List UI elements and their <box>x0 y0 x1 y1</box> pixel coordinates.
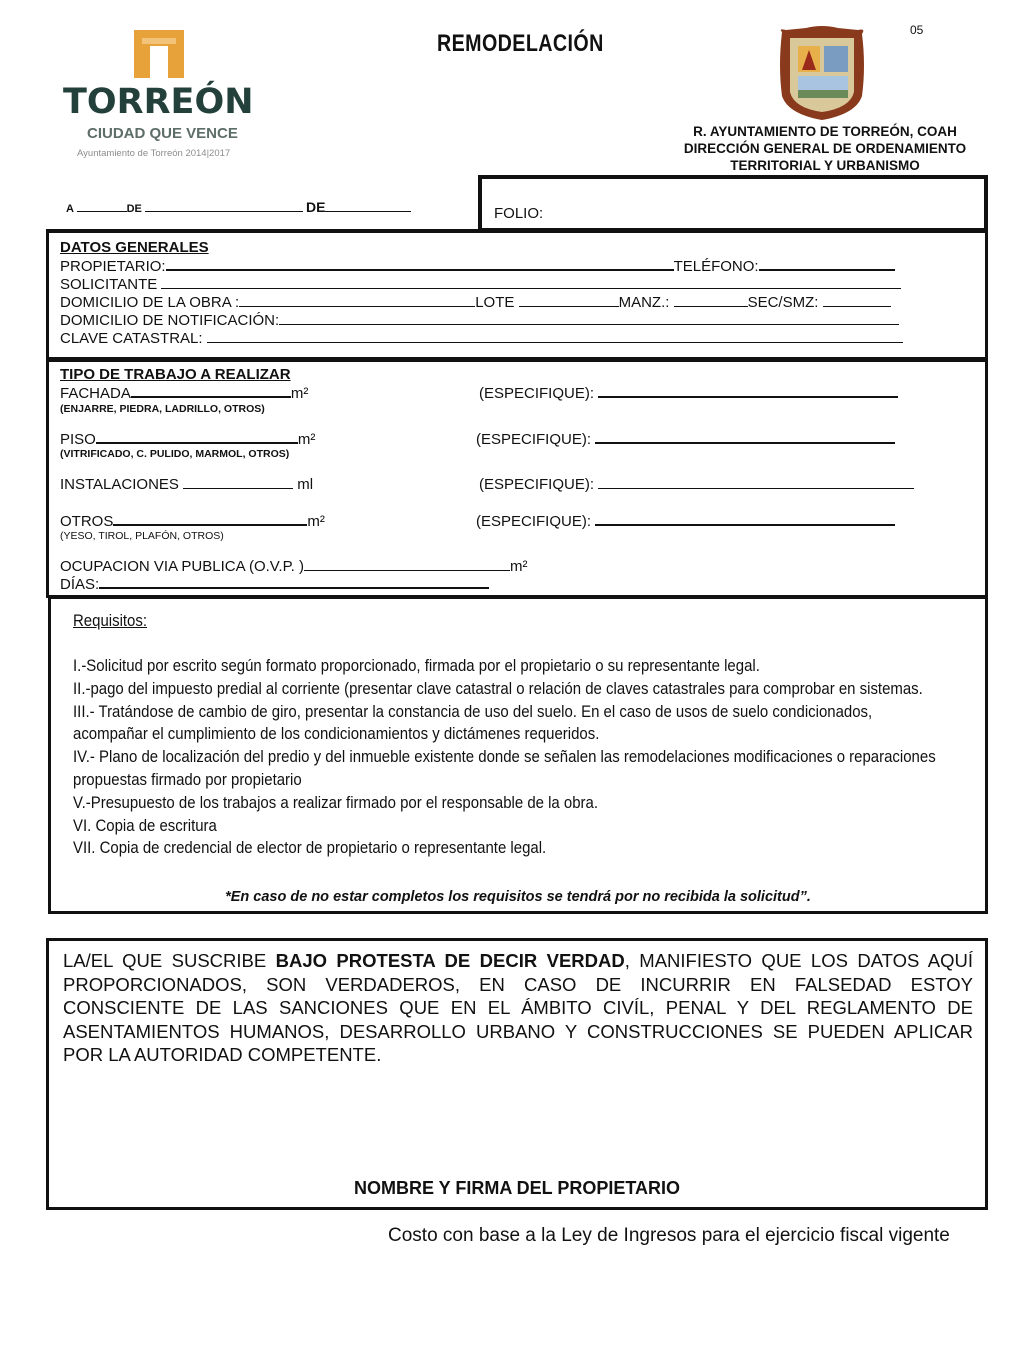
dias-label: DÍAS: <box>60 576 100 593</box>
piso-note: (VITRIFICADO, C. PULIDO, MARMOL, OTROS) <box>60 448 290 460</box>
ovp-unit: m² <box>509 558 528 575</box>
requisito-line: VI. Copia de escritura <box>73 815 217 835</box>
otros-row <box>60 512 325 531</box>
telefono-label: TELÉFONO: <box>673 258 759 275</box>
telefono-field[interactable] <box>759 257 895 271</box>
tipo-trabajo-heading: TIPO DE TRABAJO A REALIZAR <box>60 366 291 383</box>
requisito-line: I.-Solicitud por escrito según formato proporcionado, firmada por el propietario o su representante legal. <box>73 656 760 675</box>
logo-word: TORREÓN <box>63 82 254 122</box>
propietario-field[interactable] <box>166 257 674 271</box>
propietario-row <box>60 257 895 276</box>
signature-label: NOMBRE Y FIRMA DEL PROPIETARIO <box>353 1178 681 1198</box>
fachada-note: (ENJARRE, PIEDRA, LADRILLO, OTROS) <box>60 403 265 415</box>
lote-label: LOTE <box>475 294 515 311</box>
date-a-label: A <box>66 203 74 215</box>
month-field[interactable] <box>145 198 303 212</box>
ovp-label: OCUPACION VIA PUBLICA (O.V.P. ) <box>60 558 304 575</box>
piso-unit: m² <box>297 431 316 448</box>
clave-catastral-label: CLAVE CATASTRAL: <box>60 330 203 347</box>
piso-label: PISO <box>60 431 96 448</box>
otros-field[interactable] <box>113 512 307 526</box>
folio-box[interactable] <box>478 175 988 232</box>
requisito-line: propuestas firmado por propietario <box>73 769 302 789</box>
manz-label: MANZ.: <box>618 294 670 311</box>
piso-row <box>60 430 315 449</box>
especifique-label: (ESPECIFIQUE): <box>476 513 592 530</box>
declaracion-text-bold: BAJO PROTESTA DE DECIR VERDAD <box>275 950 625 971</box>
declaracion-text-after: , MANIFIESTO QUE LOS DATOS AQUÍ PROPORCIONADOS, SON VERDADEROS, EN CASO DE INCURRIR EN FALSEDAD ESTOY CONSCIENTE DE LAS SANCIONES QUE EN EL ÁMBITO CIVÍL, PENAL Y DEL REGLAMENTO DE ASENTAMIENTOS HUMANOS, DESARROLLO URBANO Y CONSTRUCCIONES SE PUEDEN APLICAR POR LA AUTORIDAD COMPETENTE. <box>63 950 974 1065</box>
requisito-line: VII. Copia de credencial de elector de propietario o representante legal. <box>73 838 547 858</box>
piso-field[interactable] <box>96 430 298 444</box>
agency-line-2: DIRECCIÓN GENERAL DE ORDENAMIENTO <box>683 141 967 156</box>
dias-field[interactable] <box>99 575 489 589</box>
domicilio-notificacion-label: DOMICILIO DE NOTIFICACIÓN: <box>60 312 280 329</box>
otros-label: OTROS <box>60 513 114 530</box>
domicilio-obra-row <box>60 293 891 312</box>
clave-catastral-row <box>60 329 903 348</box>
instalaciones-especifique-field[interactable] <box>598 475 914 489</box>
clave-catastral-field[interactable] <box>207 329 903 343</box>
requisitos-section <box>48 596 988 914</box>
instalaciones-especifique-row <box>479 475 914 494</box>
requisitos-title: Requisitos: <box>73 611 148 630</box>
requisitos-list <box>73 655 944 860</box>
especifique-label: (ESPECIFIQUE): <box>476 431 592 448</box>
especifique-label: (ESPECIFIQUE): <box>479 385 595 402</box>
fachada-unit: m² <box>290 385 309 402</box>
sec-smz-field[interactable] <box>823 293 891 307</box>
document-title: REMODELACIÓN <box>437 30 604 57</box>
agency-line-3: TERRITORIAL Y URBANISMO <box>730 158 920 173</box>
ovp-row <box>60 557 527 576</box>
declaracion-section <box>46 938 988 1210</box>
piso-especifique-row <box>476 430 895 449</box>
datos-generales-section <box>46 229 988 360</box>
domicilio-notificacion-field[interactable] <box>279 311 899 325</box>
fachada-especifique-field[interactable] <box>598 384 898 398</box>
form-number: 05 <box>910 23 924 37</box>
requisitos-warning: *En caso de no estar completos los requisitos se tendrá por no recibida la solicitud”. <box>225 889 811 905</box>
otros-unit: m² <box>307 513 325 530</box>
instalaciones-label: INSTALACIONES <box>60 476 179 493</box>
date-de-label: DE <box>126 203 142 215</box>
logo-slogan: CIUDAD QUE VENCE <box>87 125 238 142</box>
fachada-especifique-row <box>479 384 898 403</box>
domicilio-notificacion-row <box>60 311 899 330</box>
declaracion-text-before: LA/EL QUE SUSCRIBE <box>63 950 276 971</box>
declaracion-text <box>63 949 973 1067</box>
year-field[interactable] <box>325 198 411 212</box>
datos-generales-heading: DATOS GENERALES <box>60 239 209 256</box>
dias-row <box>60 575 489 594</box>
solicitante-field[interactable] <box>161 275 901 289</box>
lote-field[interactable] <box>519 293 619 307</box>
piso-especifique-field[interactable] <box>595 430 895 444</box>
otros-especifique-field[interactable] <box>595 512 895 526</box>
tipo-trabajo-section <box>46 359 988 598</box>
manz-field[interactable] <box>674 293 748 307</box>
footer-text: Costo con base a la Ley de Ingresos para el ejercicio fiscal vigente <box>388 1225 950 1246</box>
requisito-line: acompañar el cumplimiento de los condicionamientos y dictámenes requeridos. <box>73 724 600 744</box>
fachada-field[interactable] <box>131 384 291 398</box>
instalaciones-field[interactable] <box>183 475 293 489</box>
requisito-line: IV.- Plano de localización del predio y del inmueble existente donde se señalen las remodelaciones modificaciones o reparaciones <box>73 747 936 767</box>
folio-label: FOLIO: <box>494 205 544 222</box>
sec-smz-label: SEC/SMZ: <box>747 294 819 311</box>
torreon-logo <box>60 26 260 166</box>
day-field[interactable] <box>77 198 127 212</box>
solicitante-label: SOLICITANTE <box>60 276 158 293</box>
logo-admin: Ayuntamiento de Torreón 2014|2017 <box>77 148 231 159</box>
date-de2-label: DE <box>306 199 326 215</box>
instalaciones-row <box>60 475 313 494</box>
otros-especifique-row <box>476 512 895 531</box>
domicilio-obra-label: DOMICILIO DE LA OBRA : <box>60 294 240 311</box>
coat-of-arms-icon <box>776 26 868 122</box>
requisito-line: II.-pago del impuesto predial al corriente (presentar clave catastral o relación de claves catastrales para comprobar en sistemas. <box>73 678 923 698</box>
requisito-line: V.-Presupuesto de los trabajos a realizar firmado por el responsable de la obra. <box>73 792 599 812</box>
ovp-field[interactable] <box>304 557 510 571</box>
instalaciones-unit: ml <box>297 476 314 493</box>
agency-name <box>655 123 995 174</box>
propietario-label: PROPIETARIO: <box>60 258 166 275</box>
torreon-logo-mark-icon <box>134 30 184 78</box>
especifique-label: (ESPECIFIQUE): <box>479 476 595 493</box>
date-line <box>66 198 411 215</box>
otros-note: (YESO, TIROL, PLAFÓN, OTROS) <box>60 530 224 542</box>
agency-line-1: R. AYUNTAMIENTO DE TORREÓN, COAH <box>693 124 957 139</box>
requisito-line: III.- Tratándose de cambio de giro, presentar la constancia de uso del suelo. En el caso de usos de suelo condicionados, <box>73 701 873 721</box>
solicitante-row <box>60 275 901 294</box>
fachada-label: FACHADA <box>60 385 131 402</box>
fachada-row <box>60 384 308 403</box>
domicilio-obra-field[interactable] <box>239 293 475 307</box>
